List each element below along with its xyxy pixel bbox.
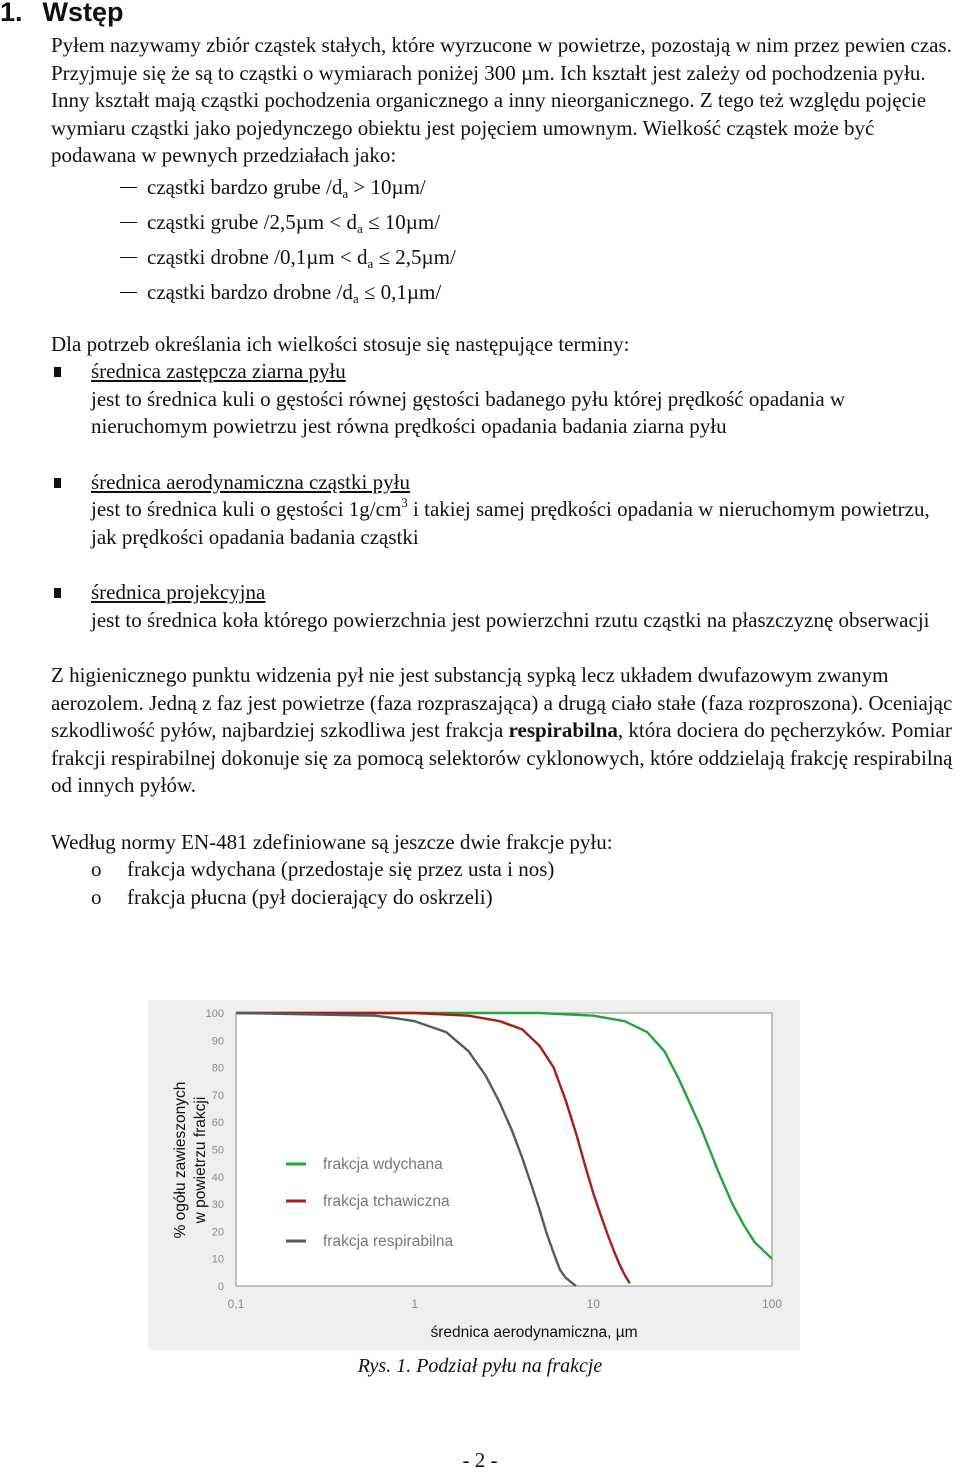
y-tick-label: 30: [211, 1199, 224, 1212]
dash-bullet-icon: [120, 222, 137, 224]
dash-bullet-icon: [120, 257, 137, 259]
size-class-item: cząstki drobne $/0,1\mu m < d_a \le 2,5\mu m/$: [51, 240, 957, 275]
x-tick-label: 1: [411, 1297, 419, 1311]
size-class-item: cząstki bardzo grube $/d_a > 10\mu m/$: [51, 170, 957, 205]
y-tick-label: 90: [211, 1035, 224, 1048]
square-bullet-icon: [54, 588, 61, 598]
intro-paragraph: Pyłem nazywamy zbiór cząstek stałych, które wyrzucone w powietrze, pozostają w nim przez pewien czas. Przyjmuje się że są to cząstki o wymiarach poniżej 300 µm. Ich kształt jest zależy od pochodzenia pyłu. Inny kształt mają cząstki pochodzenia organicznego a inny nieorganicznego. Z tego też względu pojęcie wymiaru cząstki jako pojedynczego obiektu jest pojęciem umownym. Wielkość cząstek może być podawana w pewnych przedziałach jako:: [51, 33, 952, 167]
size-class-item: cząstki bardzo drobne $/d_a \le 0,1\mu m/$: [51, 275, 957, 310]
legend-label: frakcja wdychana: [323, 1156, 443, 1173]
term-title: średnica zastępcza ziarna pyłu: [91, 359, 346, 383]
x-axis-label: średnica aerodynamiczna, µm: [430, 1324, 638, 1341]
section-title: Wstęp: [42, 0, 124, 27]
x-tick-label: 100: [761, 1297, 783, 1311]
y-tick-label: 70: [211, 1089, 224, 1102]
dash-bullet-icon: [120, 292, 137, 294]
size-class-item: cząstki grube $/2,5\mu m < d_a \le 10\mu m/$: [51, 205, 957, 240]
y-tick-label: 40: [211, 1171, 224, 1184]
circle-bullet-icon: o: [91, 857, 102, 881]
term-item: [51, 579, 957, 607]
term-definition: jest to średnica kuli o gęstości $1g/cm^3$ i takiej samej prędkości opadania w nieruchomym powietrzu, jak prędkości opadania badania cząstki: [91, 495, 930, 549]
y-tick-label: 80: [211, 1062, 224, 1075]
term-item: [51, 469, 957, 497]
aerosol-paragraph: Z higienicznego punktu widzenia pył nie jest substancją sypką lecz układem dwufazowym zwanym aerozolem. Jedną z faz jest powietrze (faza rozpraszająca) a drugą ciało stałe (faza rozproszona). Oceniając szkodliwość pyłów, najbardziej szkodliwa jest frakcja respirabilna, która dociera do pęcherzyków. Pomiar frakcji respirabilnej dokonuje się za pomocą selektorów cyklonowych, które oddzielają frakcję respirabilną od innych pyłów.: [51, 663, 953, 797]
dash-bullet-icon: [120, 187, 137, 189]
norm-fractions-list: [51, 856, 957, 911]
legend-label: frakcja tchawiczna: [323, 1193, 450, 1210]
term-item: [51, 358, 957, 386]
term-definition: jest to średnica kuli o gęstości równej gęstości badanego pyłu której prędkość opadania w nieruchomym powietrzu jest równa prędkości opadania badania ziarna pyłu: [91, 386, 846, 438]
y-tick-label: 10: [211, 1253, 224, 1266]
term-definition: jest to średnica koła którego powierzchnia jest powierzchni rzutu cząstki na płaszczyznę obserwacji: [91, 607, 930, 632]
legend-label: frakcja respirabilna: [323, 1233, 454, 1250]
y-tick-label: 20: [211, 1226, 224, 1239]
y-tick-label: 0: [217, 1281, 224, 1293]
document-body: [51, 32, 957, 911]
y-tick-label: 50: [211, 1144, 224, 1157]
section-number: 1.: [0, 0, 23, 27]
y-axis-label: w powietrzu frakcji: [192, 1096, 209, 1224]
terms-intro: Dla potrzeb określania ich wielkości stosuje się następujące terminy:: [51, 331, 630, 356]
section-heading: [0, 0, 124, 28]
norm-fraction-item: o frakcja wdychana (przedostaje się przez usta i nos): [51, 856, 957, 884]
plot-area: [236, 1013, 772, 1286]
chart-svg: [148, 1000, 800, 1350]
fraction-chart: [148, 1000, 800, 1350]
page-number: - 2 -: [462, 1448, 498, 1472]
norm-fraction-item: o frakcja płucna (pył docierający do oskrzeli): [51, 884, 957, 912]
square-bullet-icon: [54, 478, 61, 488]
circle-bullet-icon: o: [91, 884, 102, 909]
term-title: średnica projekcyjna: [91, 580, 266, 604]
size-classes-list: [51, 170, 957, 310]
square-bullet-icon: [54, 367, 61, 377]
x-tick-label: 0,1: [227, 1297, 245, 1311]
y-tick-label: 60: [211, 1117, 224, 1130]
term-title: średnica aerodynamiczna cząstki pyłu: [91, 469, 410, 494]
figure-caption: Rys. 1. Podział pyłu na frakcje: [357, 1355, 603, 1377]
y-axis-label: % ogółu zawieszonych: [172, 1081, 189, 1239]
norm-intro: Według normy EN-481 zdefiniowane są jeszcze dwie frakcje pyłu:: [51, 829, 613, 854]
x-tick-label: 10: [586, 1297, 601, 1311]
y-tick-label: 100: [205, 1008, 224, 1020]
